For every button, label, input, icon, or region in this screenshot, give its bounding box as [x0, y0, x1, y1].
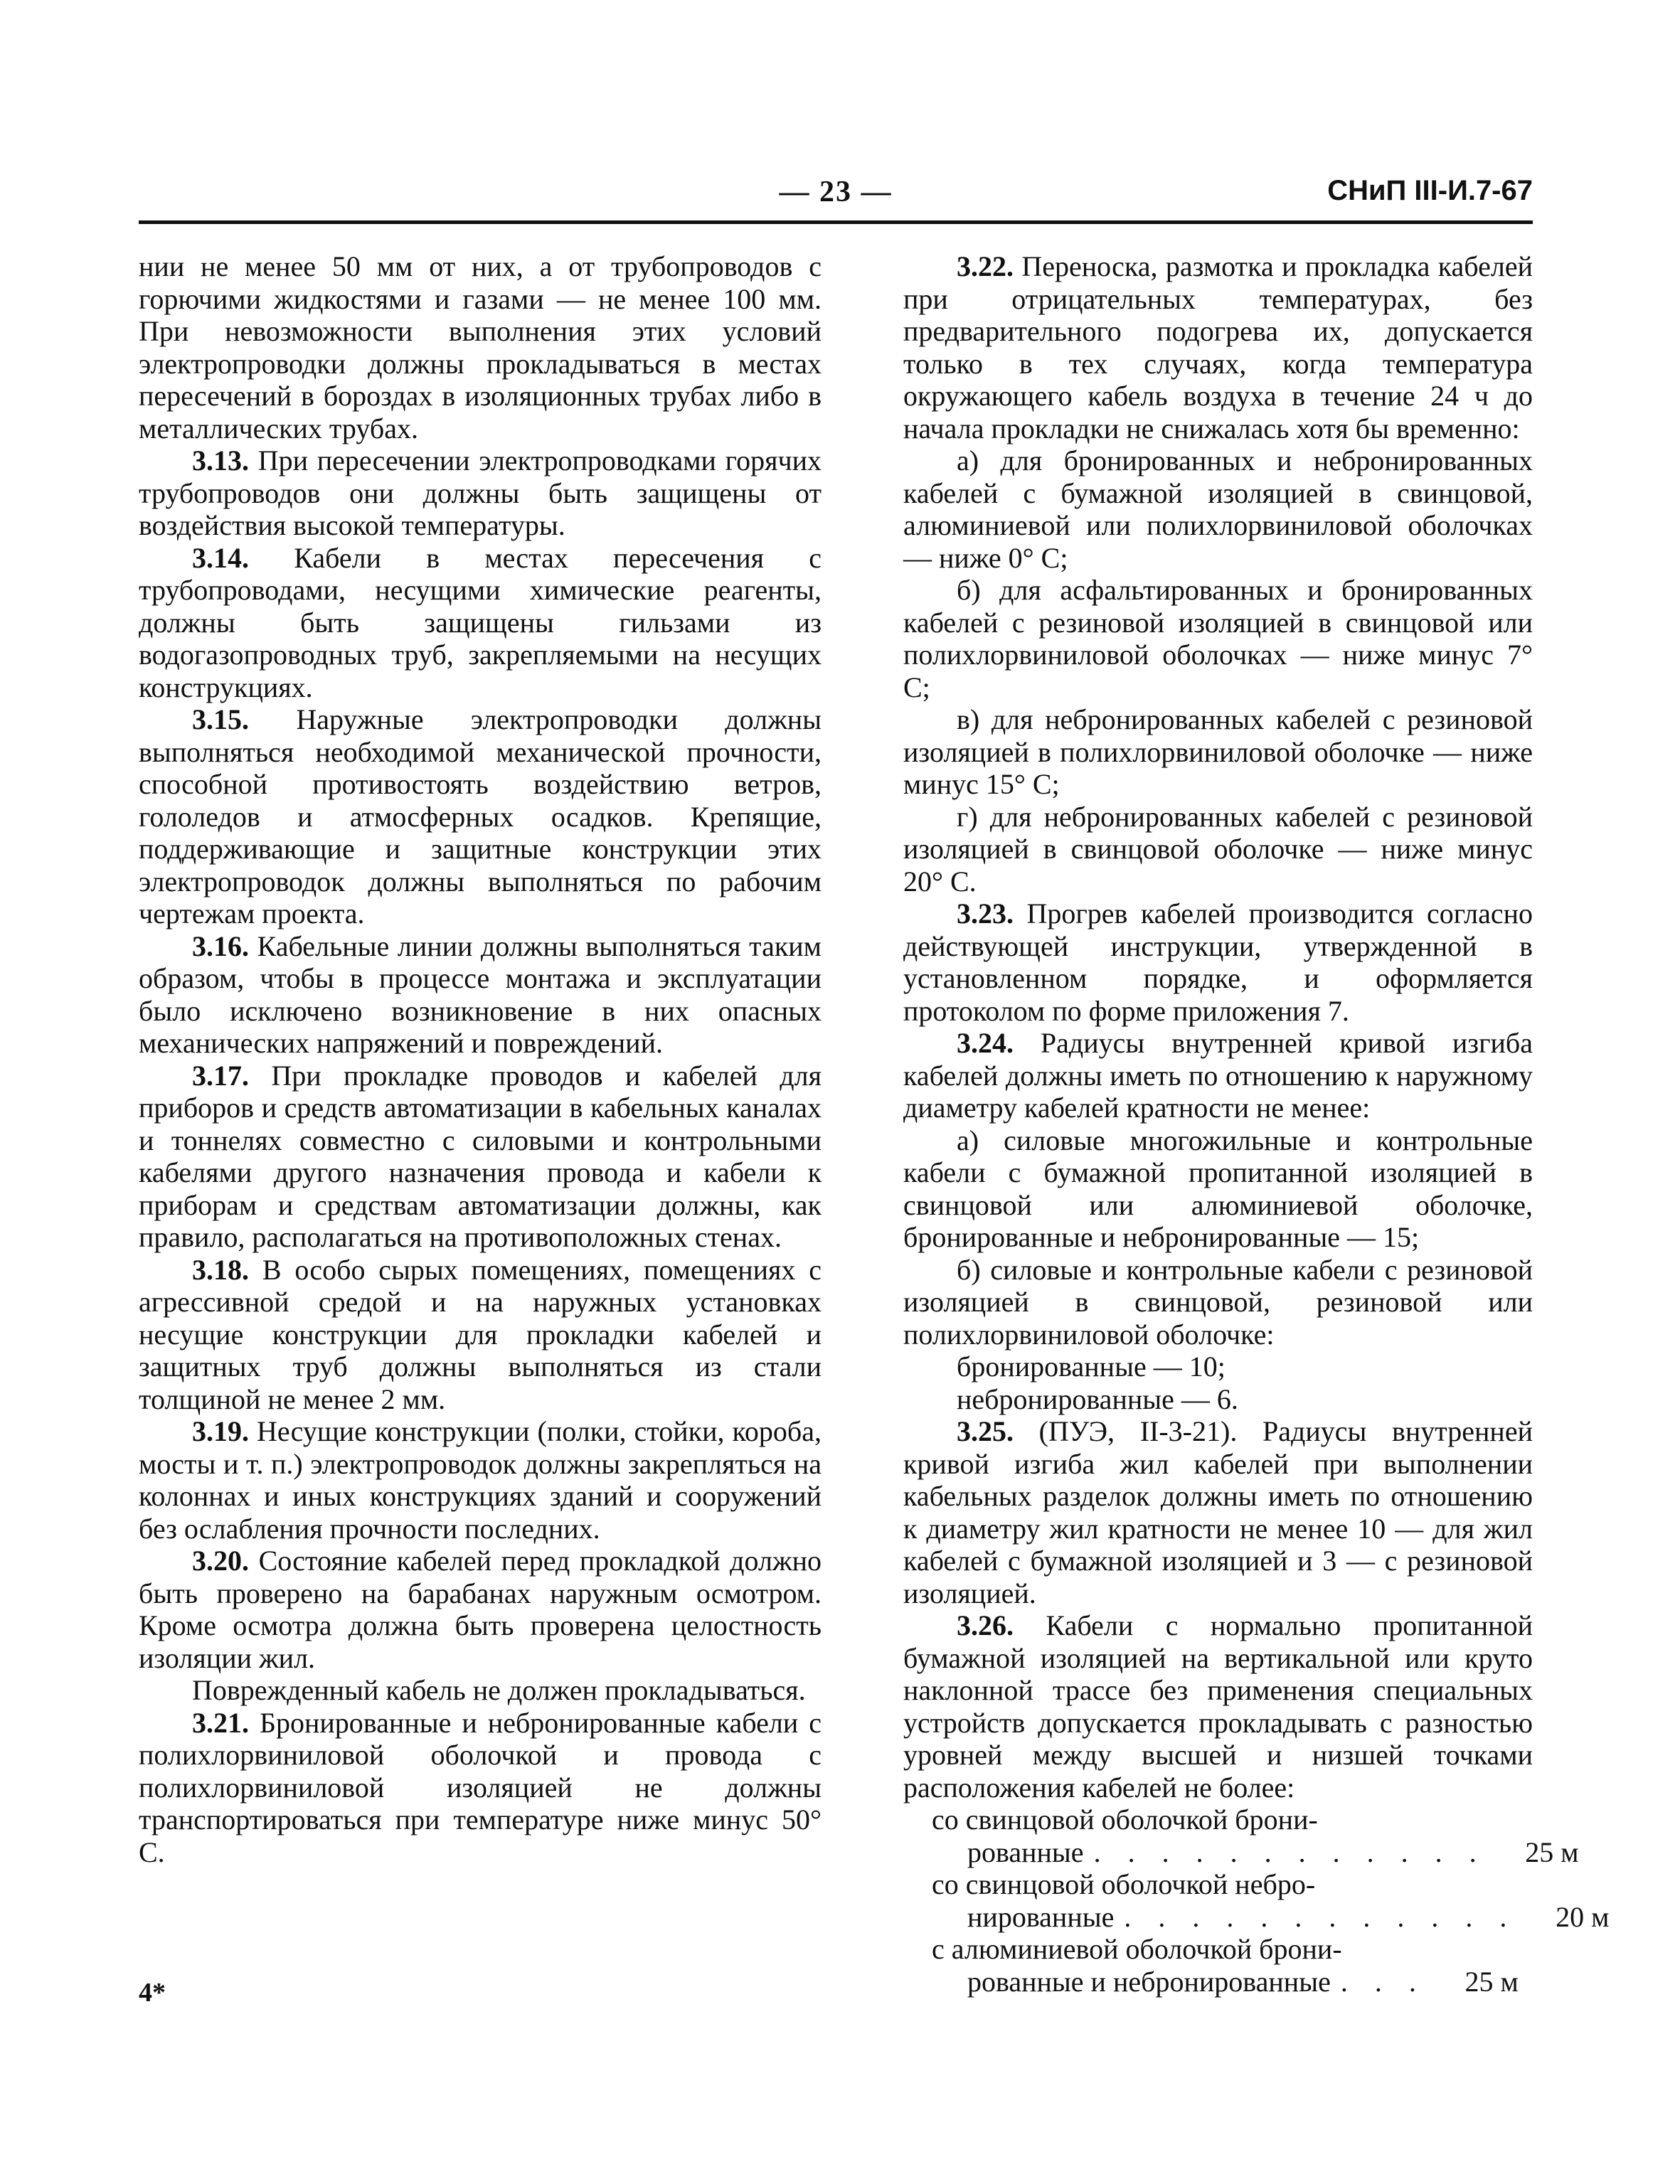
- section-3-13: [139, 444, 822, 542]
- section-number: 3.14.: [192, 541, 249, 574]
- section-text: При пересечении электропроводками горячих трубопроводов они должны быть защищены от воздействия высокой температуры.: [139, 444, 822, 541]
- section-number: 3.13.: [192, 444, 249, 476]
- height-difference-list: [903, 1804, 1610, 1998]
- section-text: Прогрев кабелей производится согласно действующей инструкции, утвержденной в установленном порядке, и оформляется протоколом по форме приложения 7.: [903, 897, 1533, 1027]
- list-item-row: [932, 1965, 1519, 1998]
- paragraph-continuation: нии не менее 50 мм от них, а от трубопроводов с горючими жидкостями и газами — не менее 100 мм. При невозможности выполнения этих условий электропроводки должны прокладываться в местах пересечений в бороздах в изоляционных трубах либо в металлических трубах.: [139, 250, 822, 444]
- document-code: СНиП III-И.7-67: [1327, 175, 1533, 206]
- leader-dots: . . .: [1340, 1965, 1426, 1998]
- section-3-22-item-v: в) для небронированных кабелей с резиновой изоляцией в полихлорвиниловой оболочке — ниже минус 15° С;: [903, 703, 1533, 800]
- list-item-line2: рованные: [967, 1836, 1084, 1868]
- section-text: Наружные электропроводки должны выполняться необходимой механической прочности, способной противостоять воздействию ветров, гололедов и атмосферных осадков. Крепящие, поддерживающие и защитные конструкции этих электропроводок должны выполняться по рабочим чертежам проекта.: [139, 703, 822, 929]
- section-text: Радиусы внутренней кривой изгиба кабелей должны иметь по отношению к наружному диаметру кабелей кратности не менее:: [903, 1027, 1533, 1124]
- section-text: Переноска, размотка и прокладка кабелей при отрицательных температурах, без предварительного подогрева их, допускается только в тех случаях, когда температура окружающего кабель воздуха в течение 24 ч до начала прокладки не снижалась хотя бы временно:: [903, 250, 1533, 444]
- list-item: [932, 1804, 1579, 1868]
- section-number: 3.26.: [957, 1609, 1014, 1641]
- list-item: [932, 1933, 1519, 1998]
- list-item-value: 25 м: [1464, 1965, 1519, 1998]
- section-3-20-paragraph-2: Поврежденный кабель не должен прокладываться.: [192, 1674, 806, 1706]
- section-3-17: [139, 1060, 822, 1254]
- section-3-20: [139, 1545, 822, 1674]
- section-3-21: [139, 1707, 822, 1869]
- section-text: В особо сырых помещениях, помещениях с агрессивной средой и на наружных установках несущие конструкции для прокладки кабелей и защитных труб должны выполняться из стали толщиной не менее 2 мм.: [139, 1253, 822, 1415]
- section-3-14: [139, 542, 822, 704]
- list-item-row: [932, 1836, 1579, 1869]
- section-3-24-item-b2: небронированные — 6.: [957, 1383, 1238, 1415]
- section-3-24-item-b: б) силовые и контрольные кабели с резиновой изоляцией в свинцовой, резиновой или полихлорвиниловой оболочке:: [903, 1253, 1533, 1351]
- section-number: 3.15.: [192, 703, 249, 735]
- section-text: (ПУЭ, II-3-21). Радиусы внутренней кривой изгиба жил кабелей при выполнении кабельных разделок должны иметь по отношению к диаметру жил кратности не менее 10 — для жил кабелей с бумажной изоляцией и 3 — с резиновой изоляцией.: [903, 1415, 1533, 1609]
- right-column: [903, 250, 1610, 1998]
- page-number: — 23 —: [779, 176, 893, 208]
- section-3-19: [139, 1415, 822, 1545]
- list-item-line2: рованные и небронированные: [967, 1965, 1331, 1998]
- section-3-24-item-a: а) силовые многожильные и контрольные кабели с бумажной пропитанной изоляцией в свинцовой или алюминиевой оболочке, бронированные и небронированные — 15;: [903, 1124, 1533, 1253]
- section-number: 3.19.: [192, 1415, 249, 1447]
- list-item-line1: с алюминиевой оболочкой брони-: [932, 1933, 1342, 1965]
- section-number: 3.16.: [192, 929, 249, 962]
- section-3-15: [139, 703, 822, 930]
- section-3-24: [903, 1027, 1533, 1124]
- list-item: [932, 1868, 1610, 1933]
- list-item-row: [932, 1900, 1610, 1934]
- section-3-16: [139, 930, 822, 1060]
- signature-mark: 4*: [139, 1978, 166, 2008]
- section-3-24-item-b1: бронированные — 10;: [957, 1351, 1226, 1383]
- left-column: [139, 250, 822, 1868]
- leader-dots: . . . . . . . . . . . .: [1093, 1836, 1487, 1868]
- section-3-26: [903, 1609, 1533, 1804]
- page-header: [139, 175, 1533, 218]
- section-number: 3.22.: [957, 250, 1014, 282]
- section-3-22-item-b: б) для асфальтированных и бронированных кабелей с резиновой изоляцией в свинцовой или полихлорвиниловой оболочках — ниже минус 7° С;: [903, 574, 1533, 703]
- list-item-line1: со свинцовой оболочкой брони-: [932, 1804, 1318, 1836]
- section-text: Состояние кабелей перед прокладкой должно быть проверено на барабанах наружным осмотром. Кроме осмотра должна быть проверена целостность изоляции жил.: [139, 1545, 822, 1674]
- header-rule: [139, 220, 1533, 224]
- section-3-25: [903, 1415, 1533, 1609]
- section-number: 3.24.: [957, 1027, 1014, 1059]
- list-item-line1: со свинцовой оболочкой небро-: [932, 1868, 1316, 1900]
- section-3-22: [903, 250, 1533, 444]
- section-3-23: [903, 897, 1533, 1027]
- section-number: 3.20.: [192, 1545, 249, 1577]
- leader-dots: . . . . . . . . . . . .: [1124, 1900, 1517, 1933]
- section-text: Несущие конструкции (полки, стойки, короба, мосты и т. п.) электропроводок должны закрепляться на колоннах и иных конструкциях зданий и сооружений без ослабления прочности последних.: [139, 1415, 822, 1545]
- section-text: Бронированные и небронированные кабели с полихлорвиниловой оболочкой и провода с полихлорвиниловой изоляцией не должны транспортироваться при температуре ниже минус 50° С.: [139, 1706, 822, 1868]
- section-text: Кабельные линии должны выполняться таким образом, чтобы в процессе монтажа и эксплуатации было исключено возникновение в них опасных механических напряжений и повреждений.: [139, 929, 822, 1059]
- section-3-18: [139, 1254, 822, 1416]
- section-3-22-item-g: г) для небронированных кабелей с резиновой изоляцией в свинцовой оболочке — ниже минус 20° С.: [903, 800, 1533, 897]
- list-item-value: 25 м: [1525, 1836, 1579, 1868]
- section-text: Кабели с нормально пропитанной бумажной изоляцией на вертикальной или круто наклонной трассе без применения специальных устройств допускается прокладывать с разностью уровней между высшей и низшей точками расположения кабелей не более:: [903, 1609, 1533, 1804]
- list-item-line2: нированные: [967, 1900, 1115, 1933]
- section-text: Кабели в местах пересечения с трубопроводами, несущими химические реагенты, должны быть защищены гильзами из водогазопроводных труб, закрепляемыми на несущих конструкциях.: [139, 541, 822, 703]
- section-number: 3.25.: [957, 1415, 1014, 1447]
- section-3-22-item-a: а) для бронированных и небронированных кабелей с бумажной изоляцией в свинцовой, алюминиевой или полихлорвиниловой оболочках — ниже 0° С;: [903, 444, 1533, 574]
- section-number: 3.18.: [192, 1253, 249, 1286]
- section-number: 3.17.: [192, 1059, 249, 1092]
- list-item-value: 20 м: [1556, 1900, 1610, 1933]
- section-number: 3.23.: [957, 897, 1014, 929]
- section-text: При прокладке проводов и кабелей для приборов и средств автоматизации в кабельных каналах и тоннелях совместно с силовыми и контрольными кабелями другого назначения провода и кабели к приборам и средствам автоматизации должны, как правило, располагаться на противоположных стенах.: [139, 1059, 822, 1253]
- section-number: 3.21.: [192, 1706, 249, 1739]
